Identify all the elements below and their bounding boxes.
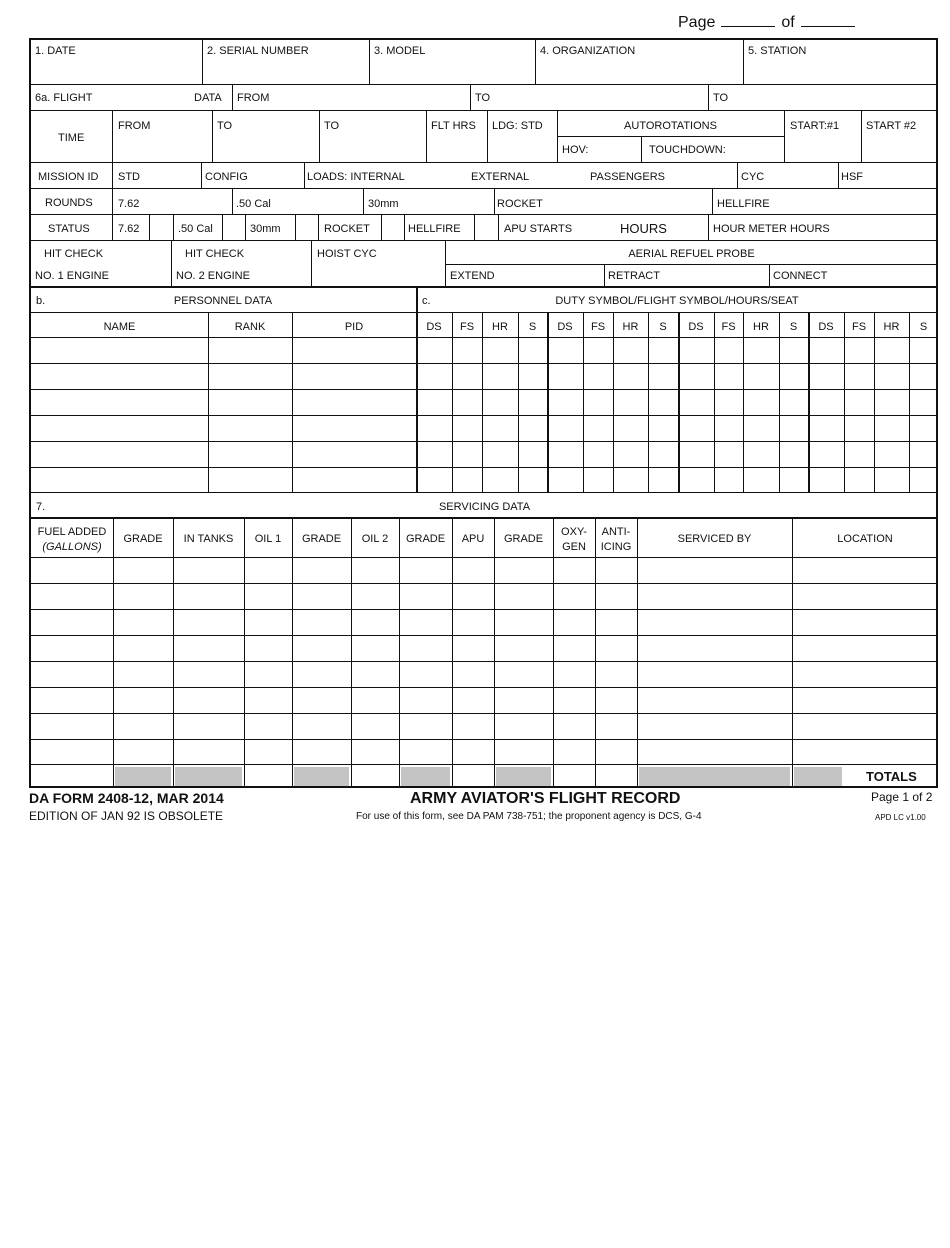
model-label: 3. MODEL bbox=[374, 45, 426, 57]
no1-engine-label: NO. 1 ENGINE bbox=[35, 270, 109, 282]
status-label: STATUS bbox=[48, 223, 90, 235]
external-label: EXTERNAL bbox=[471, 171, 530, 183]
servicing-column-header: OIL 2 bbox=[361, 533, 389, 545]
page-indicator: Page 1 of 2 bbox=[871, 790, 933, 804]
servicing-section-label: 7. bbox=[36, 501, 46, 513]
page-total-field[interactable] bbox=[801, 12, 855, 27]
duty-column-header: FS bbox=[590, 321, 606, 333]
mission-id-label: MISSION ID bbox=[38, 171, 99, 183]
gallons-header: (GALLONS) bbox=[42, 541, 102, 553]
grid-line bbox=[149, 214, 150, 240]
pid-column-header: PID bbox=[344, 321, 364, 333]
grid-line bbox=[31, 389, 938, 390]
grid-line bbox=[445, 264, 938, 265]
grid-line bbox=[351, 517, 352, 788]
grid-line bbox=[311, 240, 312, 286]
grid-line bbox=[381, 214, 382, 240]
grid-line bbox=[31, 415, 938, 416]
data-label: DATA bbox=[194, 92, 222, 104]
name-column-header: NAME bbox=[103, 321, 136, 333]
autorotations-label: AUTOROTATIONS bbox=[624, 120, 717, 132]
grid-line bbox=[494, 517, 495, 788]
grid-line bbox=[31, 635, 938, 636]
grid-line bbox=[318, 214, 319, 240]
time-to2-label: TO bbox=[324, 120, 340, 132]
passengers-label: PASSENGERS bbox=[590, 171, 665, 183]
grid-line bbox=[399, 517, 400, 788]
grid-line bbox=[244, 517, 245, 788]
servicing-column-header: IN TANKS bbox=[183, 533, 234, 545]
grid-line bbox=[487, 110, 488, 162]
of-label: of bbox=[781, 14, 795, 31]
no2-engine-label: NO. 2 ENGINE bbox=[176, 270, 250, 282]
rounds-label: ROUNDS bbox=[45, 197, 93, 209]
grid-line bbox=[31, 583, 938, 584]
grid-line bbox=[708, 214, 709, 240]
anti-icing-header-line1: ANTI- bbox=[601, 526, 631, 538]
grid-line bbox=[452, 312, 453, 492]
anti-icing-header-line2: ICING bbox=[600, 541, 632, 553]
grid-line bbox=[779, 312, 780, 492]
page-label: Page bbox=[678, 14, 716, 31]
fuel-added-header: FUEL ADDED bbox=[37, 526, 107, 538]
grid-line bbox=[518, 312, 519, 492]
grid-line bbox=[416, 286, 418, 492]
grid-line bbox=[112, 214, 113, 240]
hours-label: HOURS bbox=[620, 221, 667, 236]
grid-line bbox=[292, 312, 293, 492]
grid-line bbox=[295, 214, 296, 240]
serviced-by-header: SERVICED BY bbox=[677, 533, 752, 545]
status-50cal-label: .50 Cal bbox=[178, 223, 213, 235]
grid-line bbox=[712, 188, 713, 214]
grid-line bbox=[769, 264, 770, 286]
grid-line bbox=[452, 517, 453, 788]
flt-hrs-label: FLT HRS bbox=[431, 120, 476, 132]
duty-column-header: HR bbox=[622, 321, 639, 333]
start1-label: START:#1 bbox=[790, 120, 840, 132]
grid-line bbox=[909, 312, 910, 492]
duty-section-label: c. bbox=[422, 295, 431, 307]
grid-line bbox=[861, 110, 862, 162]
config-label: CONFIG bbox=[205, 171, 248, 183]
flight-label: 6a. FLIGHT bbox=[35, 92, 93, 104]
grid-line bbox=[557, 110, 558, 162]
servicing-column-header: OIL 1 bbox=[254, 533, 282, 545]
grid-line bbox=[31, 286, 938, 288]
hit-check2-label: HIT CHECK bbox=[185, 248, 245, 260]
totals-shaded-cell bbox=[294, 767, 349, 786]
edition-note: EDITION OF JAN 92 IS OBSOLETE bbox=[29, 809, 224, 823]
totals-shaded-cell bbox=[496, 767, 551, 786]
totals-shaded-cell bbox=[401, 767, 450, 786]
grid-line bbox=[31, 517, 938, 519]
grid-line bbox=[31, 467, 938, 468]
grid-line bbox=[844, 312, 845, 492]
organization-label: 4. ORGANIZATION bbox=[540, 45, 636, 57]
rounds-762-label: 7.62 bbox=[118, 198, 140, 210]
grid-line bbox=[31, 363, 938, 364]
grid-line bbox=[171, 240, 172, 286]
grid-line bbox=[173, 517, 174, 788]
grid-line bbox=[292, 517, 293, 788]
oxygen-header-line2: GEN bbox=[562, 541, 586, 553]
rounds-rocket-label: ROCKET bbox=[497, 198, 543, 210]
grid-line bbox=[557, 136, 784, 137]
grid-line bbox=[304, 162, 305, 188]
grid-line bbox=[547, 312, 549, 492]
grid-line bbox=[31, 312, 938, 313]
duty-column-header: DS bbox=[688, 321, 704, 333]
grid-line bbox=[31, 240, 938, 241]
grid-line bbox=[31, 162, 938, 163]
grid-line bbox=[595, 517, 596, 788]
servicing-column-header: APU bbox=[461, 533, 485, 545]
extend-label: EXTEND bbox=[450, 270, 495, 282]
location-header: LOCATION bbox=[837, 533, 893, 545]
servicing-column-header: GRADE bbox=[405, 533, 446, 545]
apd-version: APD LC v1.00 bbox=[875, 813, 926, 822]
hour-meter-label: HOUR METER HOURS bbox=[713, 223, 830, 235]
grid-line bbox=[31, 214, 938, 215]
grid-line bbox=[613, 312, 614, 492]
grid-line bbox=[648, 312, 649, 492]
grid-line bbox=[678, 312, 680, 492]
flight-record-form bbox=[29, 38, 938, 788]
form-title: ARMY AVIATOR'S FLIGHT RECORD bbox=[410, 790, 681, 807]
grid-line bbox=[604, 264, 605, 286]
flight-to-label: TO bbox=[475, 92, 491, 104]
grid-line bbox=[535, 40, 536, 84]
connect-label: CONNECT bbox=[773, 270, 828, 282]
grid-line bbox=[232, 84, 233, 110]
grid-line bbox=[245, 214, 246, 240]
hit-check1-label: HIT CHECK bbox=[44, 248, 104, 260]
status-762-label: 7.62 bbox=[118, 223, 140, 235]
touchdown-label: TOUCHDOWN: bbox=[649, 144, 726, 156]
rounds-50cal-label: .50 Cal bbox=[236, 198, 271, 210]
station-label: 5. STATION bbox=[748, 45, 807, 57]
duty-column-header: DS bbox=[818, 321, 834, 333]
duty-column-header: S bbox=[789, 321, 798, 333]
rounds-30mm-label: 30mm bbox=[368, 198, 399, 210]
totals-shaded-cell bbox=[175, 767, 242, 786]
servicing-column-header: GRADE bbox=[301, 533, 342, 545]
grid-line bbox=[31, 764, 938, 765]
time-label: TIME bbox=[58, 132, 85, 144]
grid-line bbox=[31, 739, 938, 740]
grid-line bbox=[553, 517, 554, 788]
grid-line bbox=[31, 441, 938, 442]
duty-column-header: DS bbox=[426, 321, 442, 333]
grid-line bbox=[232, 188, 233, 214]
servicing-data-title: SERVICING DATA bbox=[438, 501, 531, 513]
grid-line bbox=[714, 312, 715, 492]
hoist-cyc-label: HOIST CYC bbox=[317, 248, 377, 260]
totals-shaded-cell bbox=[794, 767, 842, 786]
grid-line bbox=[212, 110, 213, 162]
personnel-data-title: PERSONNEL DATA bbox=[173, 295, 273, 307]
duty-column-header: S bbox=[919, 321, 928, 333]
grid-line bbox=[708, 84, 709, 110]
grid-line bbox=[31, 84, 938, 85]
grid-line bbox=[31, 557, 938, 558]
grid-line bbox=[874, 312, 875, 492]
grid-line bbox=[737, 162, 738, 188]
grid-line bbox=[470, 84, 471, 110]
date-label: 1. DATE bbox=[35, 45, 76, 57]
servicing-column-header: GRADE bbox=[123, 533, 163, 545]
grid-line bbox=[743, 40, 744, 84]
grid-line bbox=[112, 162, 113, 188]
duty-column-header: HR bbox=[883, 321, 900, 333]
loads-internal-label: LOADS: INTERNAL bbox=[307, 171, 405, 183]
grid-line bbox=[31, 609, 938, 610]
serial-number-label: 2. SERIAL NUMBER bbox=[207, 45, 309, 57]
totals-label: TOTALS bbox=[866, 769, 917, 784]
aerial-refuel-probe-label: AERIAL REFUEL PROBE bbox=[628, 248, 755, 260]
page-number-header bbox=[678, 12, 861, 32]
grid-line bbox=[208, 312, 209, 492]
status-30mm-label: 30mm bbox=[250, 223, 281, 235]
hsf-label: HSF bbox=[841, 171, 863, 183]
rounds-hellfire-label: HELLFIRE bbox=[717, 198, 770, 210]
grid-line bbox=[113, 517, 114, 788]
page-number-field[interactable] bbox=[721, 12, 775, 27]
grid-line bbox=[31, 188, 938, 189]
mission-std-label: STD bbox=[118, 171, 140, 183]
duty-column-header: DS bbox=[557, 321, 573, 333]
status-rocket-label: ROCKET bbox=[324, 223, 370, 235]
grid-line bbox=[792, 517, 793, 788]
duty-column-header: S bbox=[659, 321, 667, 333]
rank-column-header: RANK bbox=[234, 321, 266, 333]
grid-line bbox=[482, 312, 483, 492]
grid-line bbox=[31, 492, 938, 493]
apu-starts-label: APU STARTS bbox=[504, 223, 573, 235]
grid-line bbox=[222, 214, 223, 240]
cyc-label: CYC bbox=[741, 171, 765, 183]
grid-line bbox=[201, 162, 202, 188]
grid-line bbox=[808, 312, 810, 492]
grid-line bbox=[404, 214, 405, 240]
status-hellfire-label: HELLFIRE bbox=[408, 223, 461, 235]
grid-line bbox=[474, 214, 475, 240]
grid-line bbox=[363, 188, 364, 214]
grid-line bbox=[784, 110, 785, 162]
start2-label: START #2 bbox=[866, 120, 917, 132]
duty-column-header: FS bbox=[851, 321, 867, 333]
totals-shaded-cell bbox=[115, 767, 171, 786]
grid-line bbox=[641, 136, 642, 162]
hov-label: HOV: bbox=[562, 144, 589, 156]
grid-line bbox=[498, 214, 499, 240]
grid-line bbox=[426, 110, 427, 162]
flight-to2-label: TO bbox=[713, 92, 729, 104]
duty-column-header: FS bbox=[721, 321, 736, 333]
grid-line bbox=[31, 110, 938, 111]
duty-title: DUTY SYMBOL/FLIGHT SYMBOL/HOURS/SEAT bbox=[555, 295, 799, 307]
grid-line bbox=[202, 40, 203, 84]
grid-line bbox=[494, 188, 495, 214]
usage-note: For use of this form, see DA PAM 738-751; the proponent agency is DCS, G-4 bbox=[356, 811, 702, 822]
grid-line bbox=[319, 110, 320, 162]
grid-line bbox=[369, 40, 370, 84]
grid-line bbox=[31, 337, 938, 338]
duty-column-header: HR bbox=[753, 321, 769, 333]
grid-line bbox=[173, 214, 174, 240]
grid-line bbox=[838, 162, 839, 188]
grid-line bbox=[31, 713, 938, 714]
servicing-column-header: GRADE bbox=[503, 533, 544, 545]
grid-line bbox=[112, 110, 113, 162]
oxygen-header-line1: OXY- bbox=[561, 526, 587, 538]
grid-line bbox=[637, 517, 638, 788]
grid-line bbox=[445, 240, 446, 286]
totals-shaded-cell bbox=[639, 767, 790, 786]
personnel-section-label: b. bbox=[36, 295, 46, 307]
grid-line bbox=[583, 312, 584, 492]
duty-column-header: FS bbox=[459, 321, 475, 333]
grid-line bbox=[743, 312, 744, 492]
form-number: DA FORM 2408-12, MAR 2014 bbox=[29, 790, 224, 806]
flight-from-label: FROM bbox=[237, 92, 270, 104]
ldg-std-label: LDG: STD bbox=[492, 120, 543, 132]
grid-line bbox=[112, 188, 113, 214]
time-from-label: FROM bbox=[118, 120, 151, 132]
grid-line bbox=[31, 661, 938, 662]
duty-column-header: HR bbox=[492, 321, 508, 333]
duty-column-header: S bbox=[528, 321, 537, 333]
grid-line bbox=[31, 687, 938, 688]
time-to-label: TO bbox=[217, 120, 233, 132]
retract-label: RETRACT bbox=[608, 270, 660, 282]
